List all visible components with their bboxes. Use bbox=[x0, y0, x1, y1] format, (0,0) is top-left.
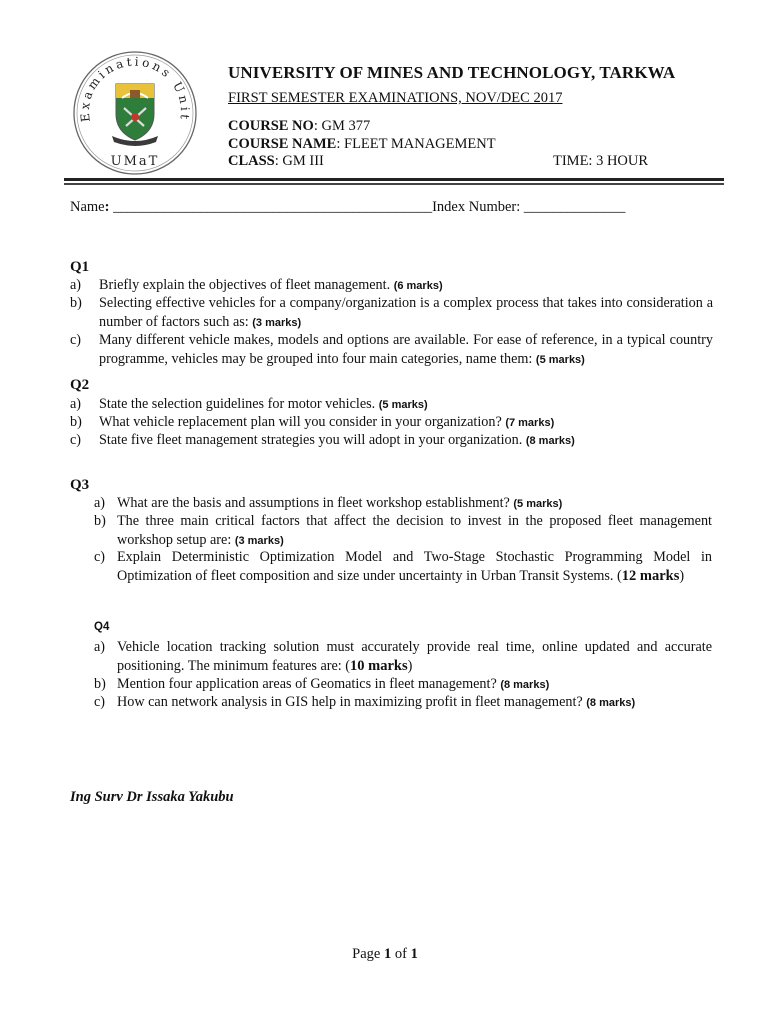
question-3c: c) Explain Deterministic Optimization Model and Two-Stage Stochastic Programming Model in Optimization of fleet composition and size under uncertainty in Urban Transit Systems. (12 marks) bbox=[94, 549, 712, 584]
question-1-title: Q1 bbox=[70, 259, 90, 275]
course-no: COURSE NO: GM 377 bbox=[228, 118, 371, 134]
question-3-title: Q3 bbox=[70, 477, 90, 493]
page-footer: Page 1 of 1 bbox=[352, 946, 418, 962]
question-2c: c) State five fleet management strategies you will adopt in your organization. (8 marks) bbox=[70, 432, 575, 448]
question-2-title: Q2 bbox=[70, 377, 90, 393]
question-4-title: Q4 bbox=[94, 621, 110, 633]
class-line: CLASS: GM III bbox=[228, 153, 324, 169]
seal-arc-text: Examinations Unit bbox=[77, 54, 193, 124]
question-2a: a) State the selection guidelines for motor vehicles. (5 marks) bbox=[70, 396, 428, 412]
header-divider bbox=[64, 178, 724, 181]
question-1c: c) Many different vehicle makes, models and options are available. For ease of reference, in a typical country programme, vehicles may be grouped into four main categories, name them: (5 marks) bbox=[70, 332, 713, 367]
exam-time: TIME: 3 HOUR bbox=[553, 153, 649, 169]
page-number: 1 bbox=[383, 946, 392, 962]
question-4b: b) Mention four application areas of Geomatics in fleet management? (8 marks) bbox=[94, 676, 550, 692]
question-1a: a) Briefly explain the objectives of fleet management. (6 marks) bbox=[70, 277, 443, 293]
exam-title: FIRST SEMESTER EXAMINATIONS, NOV/DEC 2017 bbox=[228, 90, 563, 106]
name-label: Name bbox=[70, 199, 105, 215]
university-title: UNIVERSITY OF MINES AND TECHNOLOGY, TARKWA bbox=[228, 63, 676, 82]
page-total: 1 bbox=[410, 946, 418, 962]
seal-bottom-text: UMaT bbox=[110, 154, 160, 169]
examinations-unit-seal bbox=[72, 50, 198, 176]
question-4a: a) Vehicle location tracking solution must accurately provide real time, online updated and accurate positioning. The minimum features are: (10 marks) bbox=[94, 639, 712, 674]
name-blank: ____________________________________________ bbox=[109, 199, 433, 215]
header-divider-thin bbox=[64, 183, 724, 185]
question-2b: b) What vehicle replacement plan will you consider in your organization? (7 marks) bbox=[70, 414, 555, 430]
examiner-signature: Ing Surv Dr Issaka Yakubu bbox=[70, 789, 234, 805]
name-index-row: Name: ____________________________________________Index Number: ______________ bbox=[70, 199, 626, 215]
question-3b: b) The three main critical factors that affect the decision to invest in the proposed fleet management workshop setup are: (3 marks) bbox=[94, 513, 712, 548]
question-4c: c) How can network analysis in GIS help in maximizing profit in fleet management? (8 marks) bbox=[94, 694, 636, 710]
question-1b: b) Selecting effective vehicles for a company/organization is a complex process that takes into consideration a number of factors such as: (3 marks) bbox=[70, 295, 713, 330]
index-number-label: Index Number: ______________ bbox=[432, 199, 626, 215]
question-3a: a) What are the basis and assumptions in fleet workshop establishment? (5 marks) bbox=[94, 495, 563, 511]
course-name: COURSE NAME: FLEET MANAGEMENT bbox=[228, 136, 496, 152]
